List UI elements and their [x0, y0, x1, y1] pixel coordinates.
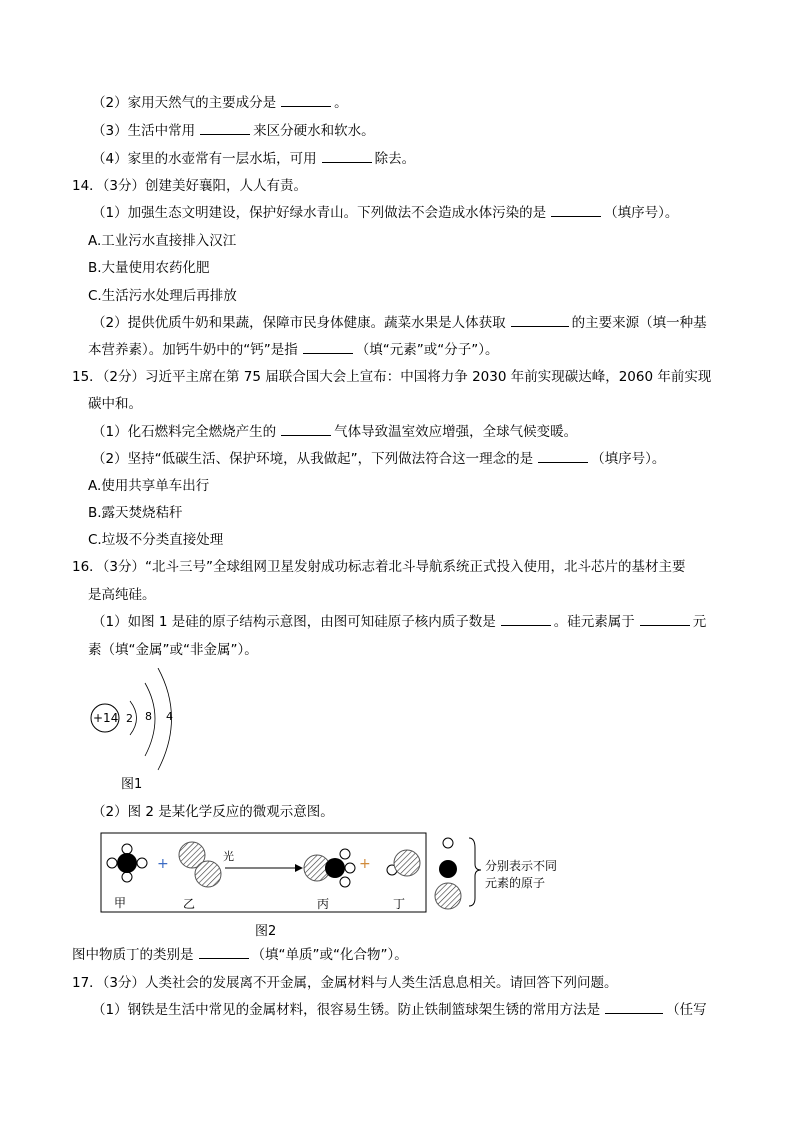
- text: （2）坚持“低碳生活、保护环境，从我做起”，下列做法符合这一理念的是: [92, 451, 534, 467]
- figure-1-caption: 图1: [121, 777, 143, 792]
- question-13-3: [92, 122, 375, 140]
- question-15-title-cont: 碳中和。: [88, 396, 142, 412]
- text: 。硅元素属于: [553, 614, 635, 630]
- question-17-1: [92, 1001, 707, 1019]
- shell-electrons: 8: [145, 710, 152, 723]
- text: 来区分硬水和软水。: [253, 123, 375, 139]
- text: （任写: [666, 1002, 707, 1018]
- text: （2）家用天然气的主要成分是: [92, 95, 277, 111]
- answer-blank[interactable]: [640, 613, 690, 626]
- text: （填“元素”或“分子”）。: [355, 342, 499, 358]
- legend-atoms: [435, 838, 461, 909]
- text: （2）提供优质牛奶和果蔬，保障市民身体健康。蔬菜水果是人体获取: [92, 315, 506, 331]
- figure-2-caption: 图2: [255, 924, 277, 939]
- answer-blank[interactable]: [538, 450, 588, 463]
- answer-blank[interactable]: [303, 341, 353, 354]
- text: （填序号）。: [591, 451, 666, 467]
- answer-blank[interactable]: [200, 122, 250, 135]
- reaction-box: [101, 833, 426, 912]
- answer-blank[interactable]: [281, 94, 331, 107]
- question-16-1-cont: 素（填“金属”或“非金属”）。: [88, 642, 258, 658]
- figure-1-atom-structure: [85, 668, 195, 798]
- text: （4）家里的水壶常有一层水垢，可用: [92, 151, 317, 167]
- nucleus-charge: +14: [93, 711, 119, 725]
- answer-blank[interactable]: [605, 1001, 663, 1014]
- question-16-1: [92, 613, 706, 631]
- option-a: A.使用共享单车出行: [88, 478, 210, 494]
- text: 元: [692, 614, 707, 630]
- text: 的主要来源（填一种基: [571, 315, 707, 331]
- label-ding: 丁: [393, 897, 406, 911]
- question-14-2: [92, 314, 707, 332]
- question-17-title: 17．（3分）人类社会的发展离不开金属，金属材料与人类生活息息相关。请回答下列问题。: [72, 975, 618, 991]
- text: 本营养素）。加钙牛奶中的“钙”是指: [88, 342, 298, 358]
- text: 除去。: [374, 151, 416, 167]
- legend-text: 元素的原子: [485, 876, 546, 890]
- text: （1）化石燃料完全燃烧产生的: [92, 424, 277, 440]
- molecule-yi: [179, 842, 221, 887]
- answer-blank[interactable]: [551, 204, 601, 217]
- label-bing: 丙: [317, 897, 330, 911]
- text: 。: [334, 95, 348, 111]
- question-14-2-cont: [88, 341, 498, 359]
- molecule-ding: [387, 850, 420, 876]
- shell-electrons: 4: [166, 710, 173, 723]
- option-c: C.生活污水处理后再排放: [88, 288, 237, 304]
- question-15-title: 15．（2分）习近平主席在第 75 届联合国大会上宣布：中国将力争 2030 年前实现碳达峰，2060 年前实现: [72, 369, 712, 385]
- text: （填序号）。: [604, 205, 679, 221]
- legend-brace: [469, 838, 481, 906]
- reaction-condition: 光: [223, 850, 234, 863]
- answer-blank[interactable]: [281, 423, 331, 436]
- question-15-1: [92, 423, 577, 441]
- label-yi: 乙: [183, 897, 196, 911]
- question-15-2: [92, 450, 665, 468]
- question-14-1: [92, 204, 678, 222]
- question-13-4: [92, 150, 415, 168]
- plus-sign: +: [359, 856, 371, 872]
- question-14-title: 14．（3分）创建美好襄阳，人人有责。: [72, 178, 308, 194]
- text: 图中物质丁的类别是: [72, 947, 194, 963]
- text: （3）生活中常用: [92, 123, 196, 139]
- option-b: B.大量使用农药化肥: [88, 260, 210, 276]
- question-16-2-ask: [72, 946, 408, 964]
- question-16-title: 16．（3分）“北斗三号”全球组网卫星发射成功标志着北斗导航系统正式投入使用，北斗芯片的基材主要: [72, 559, 686, 575]
- text: （1）如图 1 是硅的原子结构示意图，由图可知硅原子核内质子数是: [92, 614, 496, 630]
- option-b: B.露天焚烧秸秆: [88, 505, 183, 521]
- label-jia: 甲: [114, 896, 127, 910]
- text: （1）钢铁是生活中常见的金属材料，很容易生锈。防止铁制篮球架生锈的常用方法是: [92, 1002, 601, 1018]
- figure-2-reaction-diagram: [95, 828, 575, 943]
- text: 气体导致温室效应增强，全球气候变暖。: [334, 424, 578, 440]
- answer-blank[interactable]: [199, 946, 249, 959]
- answer-blank[interactable]: [322, 150, 372, 163]
- arrow-head: [295, 864, 303, 872]
- shell-electrons: 2: [126, 712, 133, 725]
- text: （填“单质”或“化合物”）。: [251, 947, 408, 963]
- question-16-2: （2）图 2 是某化学反应的微观示意图。: [92, 804, 334, 820]
- text: （1）加强生态文明建设，保护好绿水青山。下列做法不会造成水体污染的是: [92, 205, 547, 221]
- molecule-jia: [107, 844, 147, 882]
- question-16-title-cont: 是高纯硅。: [88, 587, 156, 603]
- question-13-2: [92, 94, 348, 112]
- option-a: A.工业污水直接排入汉江: [88, 233, 237, 249]
- answer-blank[interactable]: [511, 314, 569, 327]
- option-c: C.垃圾不分类直接处理: [88, 532, 224, 548]
- legend-text: 分别表示不同: [485, 859, 558, 873]
- plus-sign: +: [157, 856, 169, 872]
- molecule-bing: [304, 849, 355, 887]
- answer-blank[interactable]: [501, 613, 551, 626]
